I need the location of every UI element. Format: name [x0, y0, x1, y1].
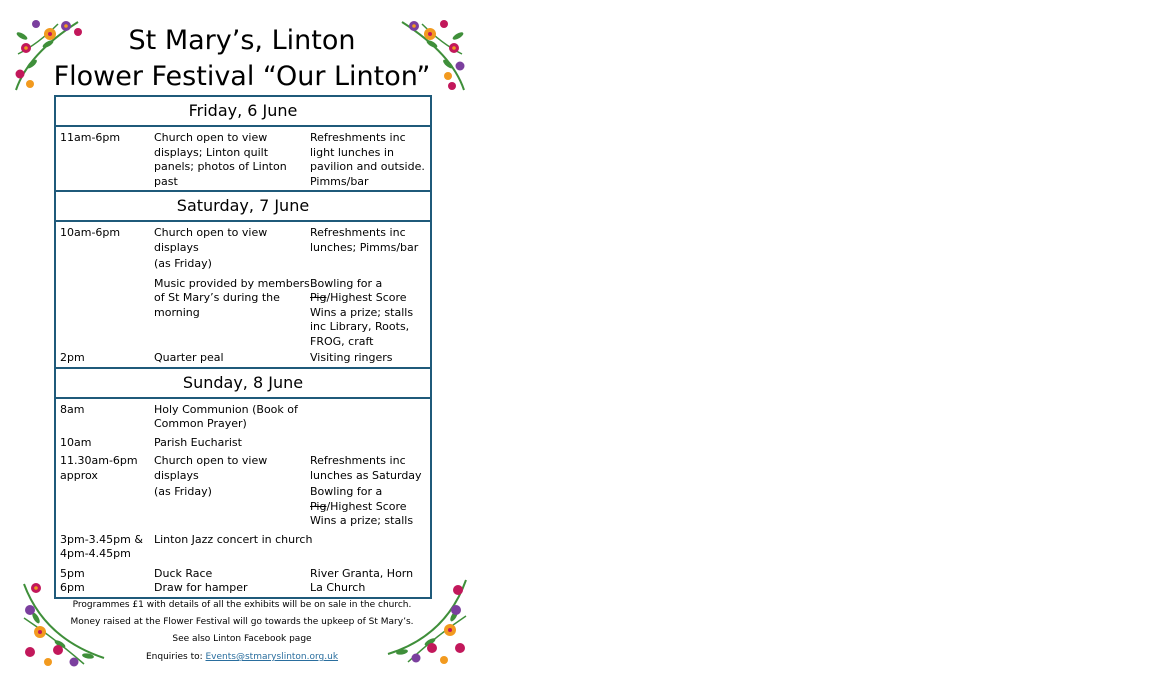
event-cell: Holy Communion (Book of Common Prayer): [154, 402, 298, 430]
event-cell: Duck Race: [154, 566, 213, 580]
table-row: [56, 529, 430, 562]
time-cell: 10am-6pm: [60, 226, 121, 239]
event-note: (as Friday): [154, 257, 212, 270]
event-cell: Music provided by members of St Mary’s during the morning: [154, 276, 310, 319]
table-row: [56, 399, 430, 432]
day-heading-saturday: Saturday, 7 June: [56, 190, 430, 222]
event-cell: Church open to view displays: [154, 454, 268, 482]
event-cell: Quarter peal: [154, 351, 224, 364]
table-row: [56, 349, 430, 367]
day-heading-friday: Friday, 6 June: [56, 97, 430, 127]
enquiries-label: Enquiries to:: [145, 652, 206, 662]
event-cell: Church open to view displays: [154, 226, 268, 254]
event-cell: Draw for hamper: [154, 581, 248, 594]
table-row: [56, 562, 430, 597]
time-cell: 6pm: [60, 581, 85, 594]
time-cell: 11am-6pm: [60, 131, 121, 144]
event-cell: Church open to view displays; Linton quilt panels; photos of Linton past: [154, 131, 287, 188]
event-note: (as Friday): [154, 485, 212, 498]
extra-cell: Refreshments inc lunches; Pimms/bar: [310, 226, 419, 254]
table-row: [56, 450, 430, 529]
title-line-2: Flower Festival “Our Linton”: [53, 61, 431, 92]
flyer-page: [0, 0, 480, 677]
extra-cell: Visiting ringers: [310, 351, 393, 364]
title-line-1: St Mary’s, Linton: [128, 25, 356, 56]
time-cell: 8am: [60, 402, 85, 416]
extra-cell: River Granta, Horn La Church: [310, 566, 414, 594]
extra-cell: /Highest Score: [326, 499, 407, 513]
struck-word: Pig: [310, 499, 327, 513]
time-cell: 11.30am-6pm approx: [60, 454, 138, 482]
time-cell: 10am: [60, 435, 92, 449]
footer-money: Money raised at the Flower Festival will go towards the upkeep of St Mary’s.: [70, 617, 414, 627]
extra-cell: Refreshments inc light lunches in pavilion and outside. Pimms/bar: [310, 131, 425, 188]
footer-facebook: See also Linton Facebook page: [172, 634, 312, 644]
extra-cell: Wins a prize; stalls inc Library, Roots, FROG, craft: [310, 305, 414, 348]
extra-cell: Bowling for a: [310, 485, 383, 498]
time-cell: 5pm: [60, 566, 85, 580]
table-row: [56, 127, 430, 190]
event-cell: Parish Eucharist: [154, 435, 242, 449]
table-row: [56, 222, 430, 272]
time-cell: 2pm: [60, 351, 85, 364]
extra-cell: Bowling for a: [310, 276, 383, 290]
struck-word: Pig: [310, 291, 327, 304]
extra-cell: /Highest Score: [326, 291, 407, 304]
email-link[interactable]: Events@stmaryslinton.org.uk: [205, 652, 339, 662]
footer-enquiries: [0, 651, 484, 664]
schedule-table: [54, 95, 432, 599]
time-cell: 3pm-3.45pm & 4pm-4.45pm: [60, 532, 143, 560]
table-row: [56, 272, 430, 350]
table-row: [56, 432, 430, 451]
event-cell: Linton Jazz concert in church: [154, 532, 313, 546]
day-heading-sunday: Sunday, 8 June: [56, 367, 430, 399]
footer-programmes: Programmes £1 with details of all the exhibits will be on sale in the church.: [72, 600, 412, 610]
extra-cell: Wins a prize; stalls: [310, 514, 414, 527]
extra-cell: Refreshments inc lunches as Saturday: [310, 454, 422, 482]
